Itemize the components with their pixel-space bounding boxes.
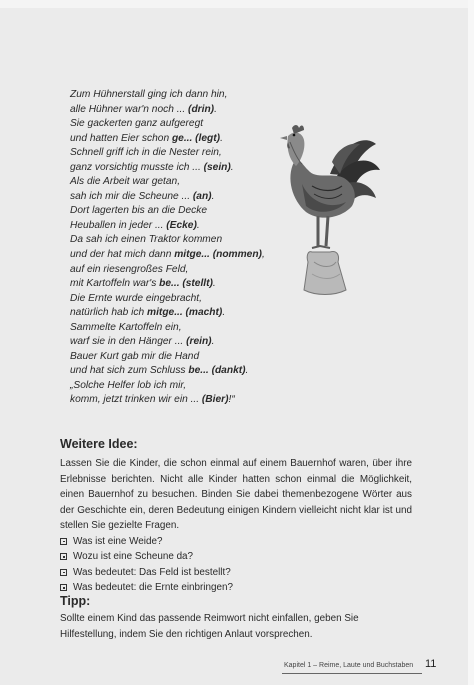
poem-line-text: und der hat mich dann [70,249,175,261]
tip-text: Sollte einem Kind das passende Reimwort nicht einfallen, geben Sie Hilfestellung, indem Sie den richtigen Anlaut vorsprechen. [60,613,359,640]
poem-line-end: . [220,132,223,144]
question-text: Was ist eine Weide? [73,535,163,547]
poem-line-text: alle Hühner war'n noch ... [70,103,189,115]
poem-line [70,306,310,321]
rhyme-answer: be... (stellt) [159,278,213,290]
rhyme-answer: be... (dankt) [188,365,246,377]
page-edge-right [468,0,474,685]
rhyme-answer: (Ecke) [166,219,197,231]
poem-line-text: „Solche Helfer lob ich mir, [70,379,187,391]
poem-line-text: mit Kartoffeln war's [70,278,160,290]
tip-heading: Tipp: [60,594,91,608]
poem-line-text: Als die Arbeit war getan, [70,176,181,188]
checkbox-icon [60,538,67,545]
question-item [60,565,412,581]
poem-line-end: . [214,103,217,115]
checkbox-icon [60,553,67,560]
poem-line-text: auf ein riesengroßes Feld, [70,263,189,275]
question-list [60,534,412,596]
poem-line-end: . [196,219,200,231]
poem-line-text: Die Ernte wurde eingebracht, [70,292,202,304]
poem-line-text: natürlich hab ich [70,307,148,319]
question-text: Was bedeutet: die Ernte einbringen? [73,582,233,593]
poem-line-text: Zum Hühnerstall ging ich dann hin, [70,89,228,100]
rhyme-answer: (sein) [203,161,231,173]
page-number: 11 [425,658,437,670]
idea-paragraph: Lassen Sie die Kinder, die schon einmal auf einem Bauernhof waren, über ihre Erlebnisse berichten. Nicht alle Kinder hatten schon einmal die Möglichkeit, einen Bauernhof zu besuchen. Binden Sie dabei themenbezogene Wörter aus der Geschichte ein, deren Bedeutung einigen Kindern vielleicht nicht klar ist und stellen Sie gezielte Fragen. [60,458,412,531]
question-item [60,534,412,550]
rhyme-answer: (Bier) [201,394,229,406]
poem-line [70,103,310,118]
question-text: Wozu ist eine Scheune da? [73,551,194,562]
poem-line [70,335,310,350]
poem-line-end: . [211,190,215,202]
poem-line-text: Sie gackerten ganz aufgeregt [70,118,204,130]
poem-line-end: . [222,307,226,319]
idea-heading: Weitere Idee: [60,437,138,451]
rhyme-answer: ge... (legt) [171,132,221,144]
question-item [60,549,412,565]
rhyme-answer: (an) [192,190,212,202]
poem-line-text: und hat sich zum Schluss [70,365,189,377]
poem-line-text: warf sie in den Hänger ... [70,336,187,348]
rhyme-answer: mitge... (nommen) [174,249,262,261]
footer-rule [282,673,422,674]
poem-line [70,379,310,394]
chapter-title: Kapitel 1 – Reime, Laute und Buchstaben [284,662,414,669]
poem-line [70,364,310,379]
poem-line [70,393,310,408]
poem-line-text: komm, jetzt trinken wir ein ... [70,394,202,406]
page-edge-top [0,0,474,8]
poem-line [70,350,310,365]
idea-section [60,456,412,596]
poem-line-text: Dort lagerten bis an die Decke [70,205,208,217]
poem-line-text: Sammelte Kartoffeln ein, [70,321,182,333]
checkbox-icon [60,584,67,591]
question-item [60,580,412,596]
poem-line-text: ganz vorsichtig musste ich ... [70,161,204,173]
poem-line-end: , [261,249,265,261]
poem-line-end: . [212,278,216,290]
poem-line-text: Heuballen in jeder ... [70,219,167,231]
poem-line-end: . [230,161,234,173]
poem-line [70,321,310,336]
poem-line-text: Schnell griff ich in die Nester rein, [70,147,222,159]
poem-line-end: . [245,365,249,377]
rhyme-answer: (rein) [186,336,212,348]
poem-line-text: sah ich mir die Scheune ... [70,190,193,202]
rhyme-answer: mitge... (macht) [147,307,223,319]
rooster-icon [272,122,382,302]
poem-line-end: . [211,336,215,348]
page-footer [282,658,442,677]
poem-line [70,88,310,103]
poem-line-text: Da sah ich einen Traktor kommen [70,234,223,246]
checkbox-icon [60,569,67,576]
rhyme-answer: (drin) [188,103,215,115]
question-text: Was bedeutet: Das Feld ist bestellt? [73,566,231,578]
poem-line-text: Bauer Kurt gab mir die Hand [70,350,200,362]
poem-line-end: !“ [228,394,235,406]
poem-line-text: und hatten Eier schon [70,132,172,144]
